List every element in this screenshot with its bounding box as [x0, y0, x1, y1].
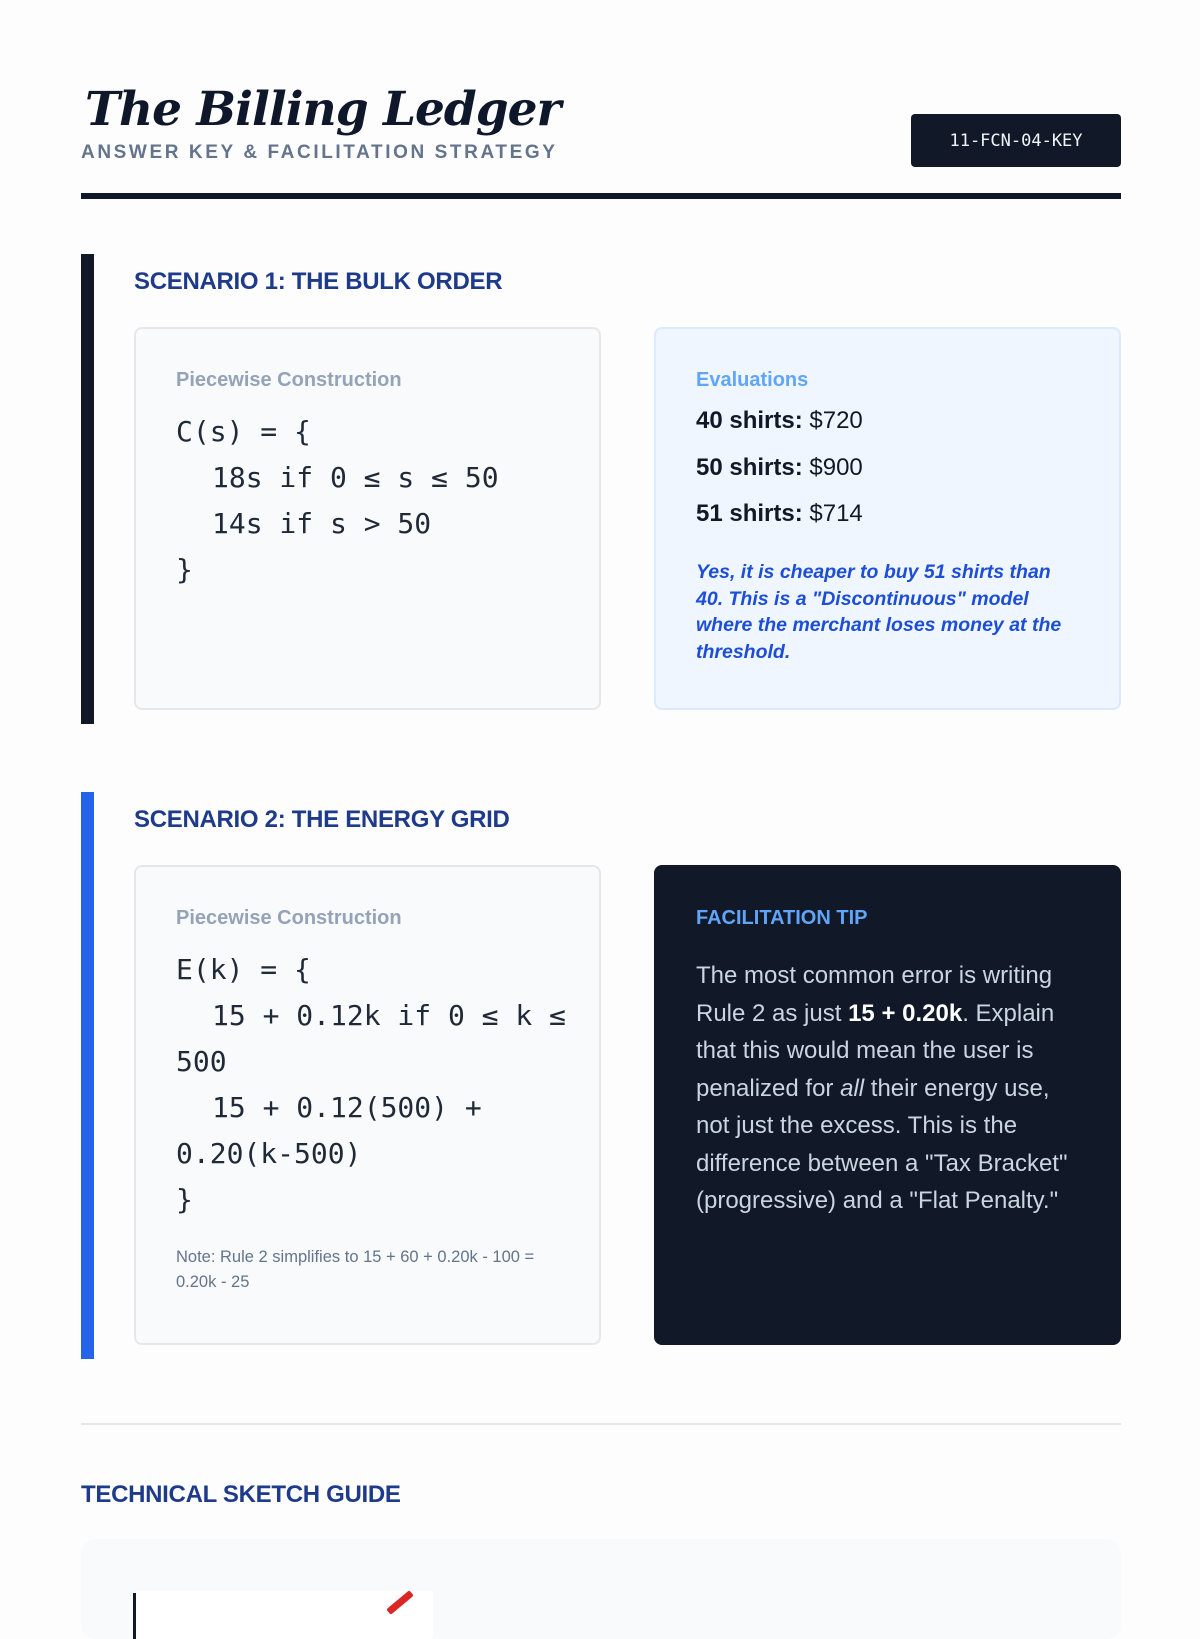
evaluations-list — [696, 407, 863, 547]
code-line: E(k) = { — [176, 953, 311, 986]
simplification-note: Note: Rule 2 simplifies to 15 + 60 + 0.20k - 100 = 0.20k - 25 — [176, 1248, 535, 1291]
construction-label: Piecewise Construction — [176, 369, 402, 391]
scenario-1-construction-card — [134, 327, 601, 710]
facilitation-tip-text — [696, 957, 1081, 1220]
scenario-1-evaluations-card — [654, 327, 1121, 710]
document-code-badge: 11-FCN-04-KEY — [911, 114, 1121, 167]
sketch-graph — [133, 1591, 433, 1639]
facilitation-tip-card — [654, 865, 1121, 1345]
piecewise-function-code — [176, 947, 583, 1223]
page-title: The Billing Ledger — [85, 82, 561, 137]
scenario-1-accent-bar — [81, 254, 94, 724]
sketch-guide-panel — [81, 1539, 1121, 1639]
code-line: 15 + 0.12(500) + 0.20(k-500) — [176, 1091, 499, 1170]
scenario-2-construction-card — [134, 865, 601, 1345]
tip-text-part: The most common error is writing Rule 2 as just — [696, 962, 1053, 1027]
tip-emphasis-formula: 15 + 0.20k — [848, 999, 963, 1027]
evaluation-quantity: 51 shirts: — [696, 500, 803, 527]
code-line: 18s if 0 ≤ s ≤ 50 — [212, 461, 499, 494]
code-line: C(s) = { — [176, 415, 311, 448]
construction-label: Piecewise Construction — [176, 907, 402, 929]
evaluation-value: $720 — [809, 407, 863, 434]
evaluation-row — [696, 454, 863, 501]
evaluation-quantity: 40 shirts: — [696, 407, 803, 434]
evaluation-value: $714 — [809, 500, 863, 527]
scenario-1-title: SCENARIO 1: THE BULK ORDER — [134, 268, 503, 295]
evaluations-label: Evaluations — [696, 369, 809, 391]
scenario-2-title: SCENARIO 2: THE ENERGY GRID — [134, 806, 510, 833]
tip-text-part: . Explain that this would mean the user is penalized for — [696, 999, 1055, 1102]
code-line: } — [176, 553, 193, 586]
graph-segment — [386, 1590, 413, 1615]
scenario-2-section — [81, 792, 1121, 1359]
section-divider — [81, 1423, 1121, 1425]
code-line: 14s if s > 50 — [212, 507, 432, 540]
evaluation-row — [696, 407, 863, 454]
facilitation-tip-label: FACILITATION TIP — [696, 907, 868, 929]
piecewise-function-code — [176, 409, 571, 593]
code-line: } — [176, 1183, 193, 1216]
header-divider — [81, 193, 1121, 199]
tip-text-part: their energy use, not just the excess. This is the difference between a "Tax Bracket" (progressive) and a "Flat Penalty." — [696, 1074, 1068, 1214]
evaluation-row — [696, 500, 863, 547]
scenario-1-section — [81, 254, 1121, 724]
evaluation-conclusion: Yes, it is cheaper to buy 51 shirts than 40. This is a "Discontinuous" model where the merchant loses money at the threshold. — [696, 561, 1062, 663]
page-header — [81, 80, 1121, 200]
code-line: 15 + 0.12k if 0 ≤ k ≤ 500 — [176, 999, 583, 1078]
sketch-guide-title: TECHNICAL SKETCH GUIDE — [81, 1481, 401, 1508]
tip-emphasis-word: all — [840, 1074, 865, 1102]
scenario-2-accent-bar — [81, 792, 94, 1359]
evaluation-value: $900 — [809, 453, 863, 481]
page-subtitle: ANSWER KEY & FACILITATION STRATEGY — [81, 142, 558, 163]
evaluation-quantity: 50 shirts: — [696, 453, 803, 481]
